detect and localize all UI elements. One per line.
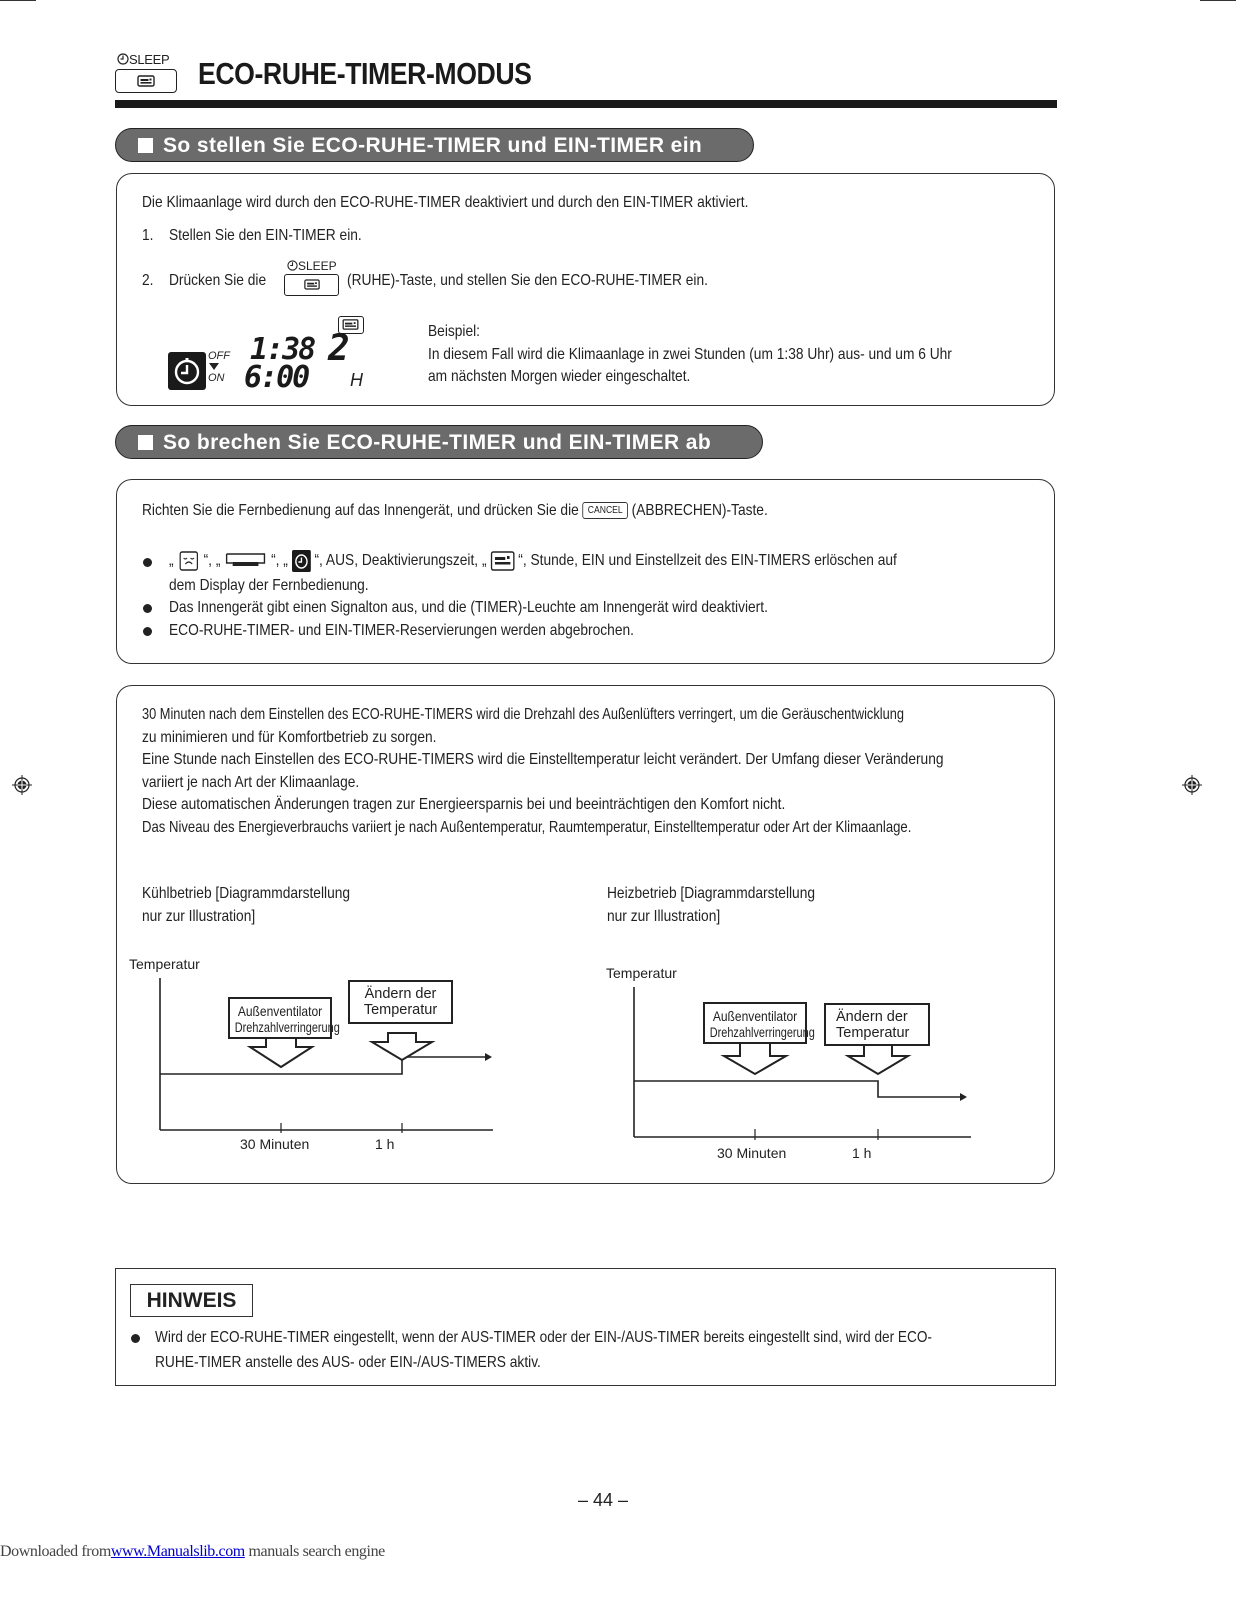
sleep-label: SLEEP [117,52,169,67]
info-text: 30 Minuten nach dem Einstellen des ECO-RUHE-TIMERS wird die Drehzahl des Außenlüfters verringert, um die Geräuschentwicklung zu minimieren und für Komfortbetrieb zu sorgen. Eine Stunde nach Einstellen des ECO-RUHE-TIMERS wird die Einstelltemperatur leicht verändert. Der Umfang dieser Veränderung variiert je nach Art der Klimaanlage. Diese automatischen Änderungen tragen zur Energieersparnis bei und beeinträchtigen den Komfort nicht. Das Niveau des Energieverbrauchs variiert je nach Außentemperatur, Raumtemperatur, Einstelltemperatur oder Art der Klimaanlage. [142,706,944,836]
page-title: ECO-RUHE-TIMER-MODUS [198,56,532,91]
off-label: OFF [208,350,230,362]
heating-tick-30min: 30 Minuten [717,1145,787,1161]
sleep-button-graphic [115,52,179,94]
example-text: Beispiel: In diesem Fall wird die Klimaanlage in zwei Stunden (um 1:38 Uhr) aus- und um 6 Uhr am nächsten Morgen wieder eingeschaltet. [428,323,952,385]
timer-icon [292,550,311,572]
cancel-bullet-1: „ “, „ “, „ “, AUS, Deaktivierungszeit, „ “, Stunde, EIN und Einstellzeit des EIN-TIMERS erlöschen auf [169,550,897,572]
off-time-display: 1:38 [250,332,315,367]
step-1-number: 1. [142,227,154,244]
bullet-icon [143,604,152,613]
hours-unit: H [350,370,363,390]
note-tag: HINWEIS [130,1284,253,1317]
crop-mark-right [1200,0,1236,1]
manualslib-link[interactable]: www.Manualslib.com [110,1543,245,1560]
bullet-icon [143,627,152,636]
cooling-tick-1h: 1 h [375,1136,395,1152]
on-time-display: 6:00 [244,360,309,395]
step-2-number: 2. [142,272,154,289]
step-1-text: Stellen Sie den EIN-TIMER ein. [169,227,362,244]
heating-callout-temp: Ändern der Temperatur [824,1003,930,1046]
section-heading-set: So stellen Sie ECO-RUHE-TIMER und EIN-TIMER ein [115,128,754,162]
cooling-callout-fan: Außenventilator Drehzahlverringerung [228,997,332,1039]
sleep-key-inline: SLEEP [284,259,342,299]
section-heading-cancel: So brechen Sie ECO-RUHE-TIMER und EIN-TIMER ab [115,425,763,459]
down-triangle-icon [209,363,219,370]
page-number: – 44 – [578,1490,629,1510]
note-line-1: Wird der ECO-RUHE-TIMER eingestellt, wenn der AUS-TIMER oder der EIN-/AUS-TIMER bereits eingestellt sind, wird der ECO- [155,1329,932,1346]
title-rule [115,100,1057,108]
heating-callout-fan: Außenventilator Drehzahlverringerung [703,1002,807,1044]
timer-display-icon [168,352,206,390]
crop-mark-left [0,0,36,1]
sleep-key-frame [115,69,177,93]
registration-mark-icon [12,775,32,795]
heating-tick-1h: 1 h [852,1145,872,1161]
cancel-intro: Richten Sie die Fernbedienung auf das Innengerät, und drücken Sie die CANCEL (ABBRECHEN)-Taste. [142,502,768,519]
indoor-unit-icon [224,551,267,571]
bed-icon [304,279,320,290]
download-footer: Downloaded fromwww.Manualslib.com manuals search engine [0,1543,385,1560]
cancel-bullet-3: ECO-RUHE-TIMER- und EIN-TIMER-Reservierungen werden abgebrochen. [169,622,634,639]
timer-icon [117,53,129,65]
bed-icon [137,75,155,87]
timer-icon [287,260,298,271]
set-intro: Die Klimaanlage wird durch den ECO-RUHE-TIMER deaktiviert und durch den EIN-TIMER aktiviert. [142,194,749,211]
cancel-bullet-1-cont: dem Display der Fernbedienung. [169,577,369,594]
step-2-text-before: Drücken Sie die [169,272,267,289]
step-2-text-after: (RUHE)-Taste, und stellen Sie den ECO-RUHE-TIMER ein. [347,272,708,289]
cooling-caption: Kühlbetrieb [Diagrammdarstellung nur zur Illustration] [142,885,351,925]
note-line-2: RUHE-TIMER anstelle des AUS- oder EIN-/AUS-TIMERS aktiv. [155,1354,541,1371]
heating-caption: Heizbetrieb [Diagrammdarstellung nur zur Illustration] [607,885,816,925]
square-bullet-icon [138,435,153,450]
heating-y-label: Temperatur [606,965,677,981]
registration-mark-icon [1182,775,1202,795]
hours-display: 2 [328,328,350,369]
cooling-callout-temp: Ändern der Temperatur [348,980,453,1024]
square-bullet-icon [138,138,153,153]
cancel-key: CANCEL [583,502,628,519]
cooling-tick-30min: 30 Minuten [240,1136,310,1152]
bullet-icon [131,1334,140,1343]
cancel-bullet-2: Das Innengerät gibt einen Signalton aus, und die (TIMER)-Leuchte am Innengerät wird deaktiviert. [169,599,768,616]
cooling-y-label: Temperatur [129,956,200,972]
on-label: ON [208,372,225,384]
sleep-face-icon [177,550,199,572]
bed-icon [490,551,514,571]
bullet-icon [143,558,152,567]
